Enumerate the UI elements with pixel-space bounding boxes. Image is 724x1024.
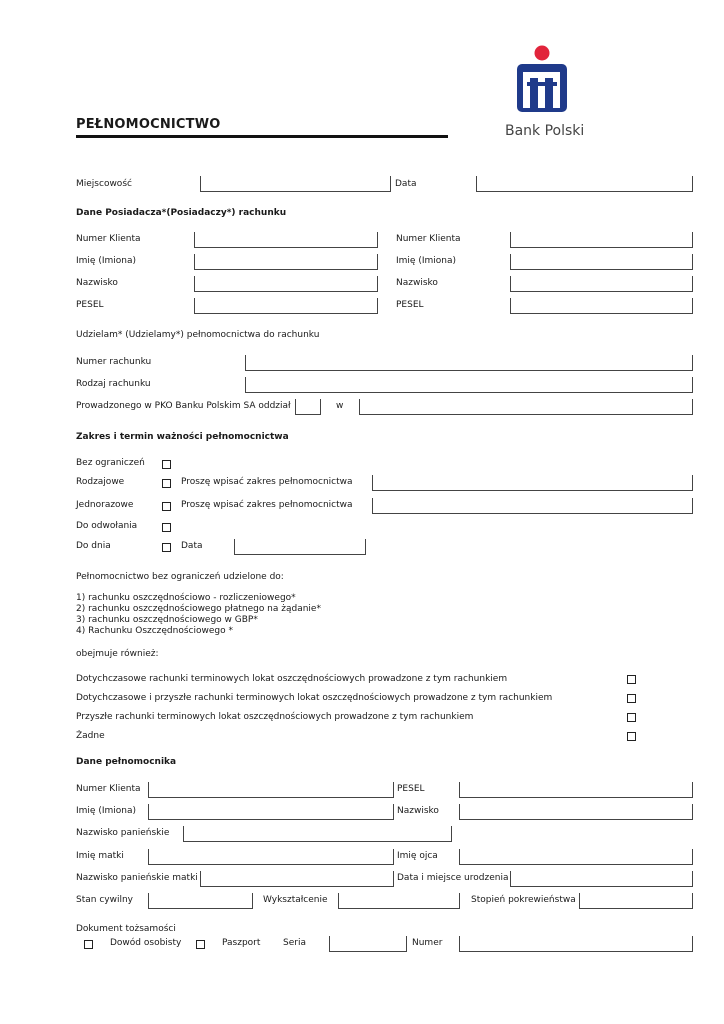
account-item-3: 3) rachunku oszczędnościowego w GBP* bbox=[76, 615, 258, 625]
owner2-client-label: Numer Klienta bbox=[396, 234, 461, 244]
until-date-label: Data bbox=[181, 541, 203, 551]
attorney-marital-label: Stan cywilny bbox=[76, 895, 133, 905]
single-scope-field[interactable] bbox=[372, 498, 693, 514]
attorney-education-label: Wykształcenie bbox=[263, 895, 328, 905]
attorney-maiden-field[interactable] bbox=[183, 826, 452, 842]
attorney-mother-maiden-field[interactable] bbox=[200, 871, 394, 887]
account-item-2: 2) rachunku oszczędnościowego płatnego na żądanie* bbox=[76, 604, 321, 614]
account-item-1: 1) rachunku oszczędnościowo - rozliczeniowego* bbox=[76, 593, 296, 603]
account-item-4: 4) Rachunku Oszczędnościowego * bbox=[76, 626, 233, 636]
owner2-pesel-field[interactable] bbox=[510, 298, 693, 314]
deposit-option-4-checkbox[interactable] bbox=[627, 732, 636, 741]
attorney-surname-label: Nazwisko bbox=[397, 806, 439, 816]
page-title: PEŁNOMOCNICTWO bbox=[76, 117, 221, 132]
attorney-pesel-field[interactable] bbox=[459, 782, 693, 798]
owner2-names-label: Imię (Imiona) bbox=[396, 256, 456, 266]
attorney-mother-label: Imię matki bbox=[76, 851, 124, 861]
unlimited-checkbox[interactable] bbox=[162, 460, 171, 469]
owner2-surname-label: Nazwisko bbox=[396, 278, 438, 288]
generic-checkbox[interactable] bbox=[162, 479, 171, 488]
attorney-birth-label: Data i miejsce urodzenia bbox=[397, 873, 509, 883]
single-checkbox[interactable] bbox=[162, 502, 171, 511]
owner2-client-field[interactable] bbox=[510, 232, 693, 248]
account-no-field[interactable] bbox=[245, 355, 693, 371]
attorney-kinship-label: Stopień pokrewieństwa bbox=[471, 895, 576, 905]
place-label: Miejscowość bbox=[76, 179, 132, 189]
id-doc-label: Dokument tożsamości bbox=[76, 924, 176, 934]
number-field[interactable] bbox=[459, 936, 693, 952]
attorney-names-label: Imię (Imiona) bbox=[76, 806, 136, 816]
owner1-names-field[interactable] bbox=[194, 254, 378, 270]
attorney-surname-field[interactable] bbox=[459, 804, 693, 820]
owner2-pesel-label: PESEL bbox=[396, 300, 424, 310]
owner2-names-field[interactable] bbox=[510, 254, 693, 270]
series-label: Seria bbox=[283, 938, 306, 948]
number-label: Numer bbox=[412, 938, 443, 948]
until-checkbox[interactable] bbox=[162, 543, 171, 552]
until-label: Do dnia bbox=[76, 541, 111, 551]
deposit-option-2: Dotychczasowe i przyszłe rachunki terminowych lokat oszczędnościowych prowadzone z tym rachunkiem bbox=[76, 693, 553, 703]
unlimited-label: Bez ograniczeń bbox=[76, 458, 145, 468]
attorney-birth-field[interactable] bbox=[510, 871, 693, 887]
grant-text: Udzielam* (Udzielamy*) pełnomocnictwa do rachunku bbox=[76, 330, 320, 340]
attorney-mother-field[interactable] bbox=[148, 849, 394, 865]
account-type-field[interactable] bbox=[245, 377, 693, 393]
also-label: obejmuje również: bbox=[76, 649, 159, 659]
owner1-client-label: Numer Klienta bbox=[76, 234, 141, 244]
attorney-heading: Dane pełnomocnika bbox=[76, 757, 177, 767]
owners-heading: Dane Posiadacza*(Posiadaczy*) rachunku bbox=[76, 208, 287, 218]
unlimited-intro: Pełnomocnictwo bez ograniczeń udzielone do: bbox=[76, 572, 284, 582]
generic-label: Rodzajowe bbox=[76, 477, 125, 487]
attorney-names-field[interactable] bbox=[148, 804, 394, 820]
pko-logo bbox=[512, 44, 572, 114]
passport-label: Paszport bbox=[222, 938, 261, 948]
deposit-option-3-checkbox[interactable] bbox=[627, 713, 636, 722]
passport-checkbox[interactable] bbox=[196, 940, 205, 949]
id-card-label: Dowód osobisty bbox=[110, 938, 182, 948]
owner1-client-field[interactable] bbox=[194, 232, 378, 248]
branch-city-field[interactable] bbox=[359, 399, 693, 415]
title-underline bbox=[76, 135, 448, 138]
attorney-marital-field[interactable] bbox=[148, 893, 253, 909]
single-label: Jednorazowe bbox=[76, 500, 134, 510]
owner1-pesel-field[interactable] bbox=[194, 298, 378, 314]
until-date-field[interactable] bbox=[234, 539, 366, 555]
place-field[interactable] bbox=[200, 176, 391, 192]
deposit-option-1: Dotychczasowe rachunki terminowych lokat oszczędnościowych prowadzone z tym rachunkiem bbox=[76, 674, 508, 684]
scope-heading: Zakres i termin ważności pełnomocnictwa bbox=[76, 432, 289, 442]
account-type-label: Rodzaj rachunku bbox=[76, 379, 151, 389]
deposit-option-1-checkbox[interactable] bbox=[627, 675, 636, 684]
attorney-client-label: Numer Klienta bbox=[76, 784, 141, 794]
attorney-mother-maiden-label: Nazwisko panieńskie matki bbox=[76, 873, 198, 883]
deposit-option-3: Przyszłe rachunki terminowych lokat oszczędnościowych prowadzone z tym rachunkiem bbox=[76, 712, 474, 722]
bank-name: Bank Polski bbox=[505, 123, 585, 139]
branch-label: Prowadzonego w PKO Banku Polskim SA oddział bbox=[76, 401, 291, 411]
owner1-names-label: Imię (Imiona) bbox=[76, 256, 136, 266]
attorney-maiden-label: Nazwisko panieńskie bbox=[76, 828, 170, 838]
attorney-pesel-label: PESEL bbox=[397, 784, 425, 794]
deposit-option-2-checkbox[interactable] bbox=[627, 694, 636, 703]
owner2-surname-field[interactable] bbox=[510, 276, 693, 292]
pko-logo-graphic bbox=[512, 44, 572, 114]
series-field[interactable] bbox=[329, 936, 407, 952]
revocation-checkbox[interactable] bbox=[162, 523, 171, 532]
branch-w-label: w bbox=[336, 401, 344, 411]
id-card-checkbox[interactable] bbox=[84, 940, 93, 949]
generic-scope-field[interactable] bbox=[372, 475, 693, 491]
attorney-kinship-field[interactable] bbox=[579, 893, 693, 909]
attorney-client-field[interactable] bbox=[148, 782, 394, 798]
revocation-label: Do odwołania bbox=[76, 521, 138, 531]
date-label: Data bbox=[395, 179, 417, 189]
owner1-pesel-label: PESEL bbox=[76, 300, 104, 310]
single-scope-hint: Proszę wpisać zakres pełnomocnictwa bbox=[181, 500, 353, 510]
branch-field[interactable] bbox=[295, 399, 321, 415]
attorney-education-field[interactable] bbox=[338, 893, 460, 909]
owner1-surname-label: Nazwisko bbox=[76, 278, 118, 288]
generic-scope-hint: Proszę wpisać zakres pełnomocnictwa bbox=[181, 477, 353, 487]
attorney-father-field[interactable] bbox=[459, 849, 693, 865]
deposit-option-4: Żadne bbox=[76, 731, 105, 741]
attorney-father-label: Imię ojca bbox=[397, 851, 438, 861]
account-no-label: Numer rachunku bbox=[76, 357, 152, 367]
date-field[interactable] bbox=[476, 176, 693, 192]
owner1-surname-field[interactable] bbox=[194, 276, 378, 292]
